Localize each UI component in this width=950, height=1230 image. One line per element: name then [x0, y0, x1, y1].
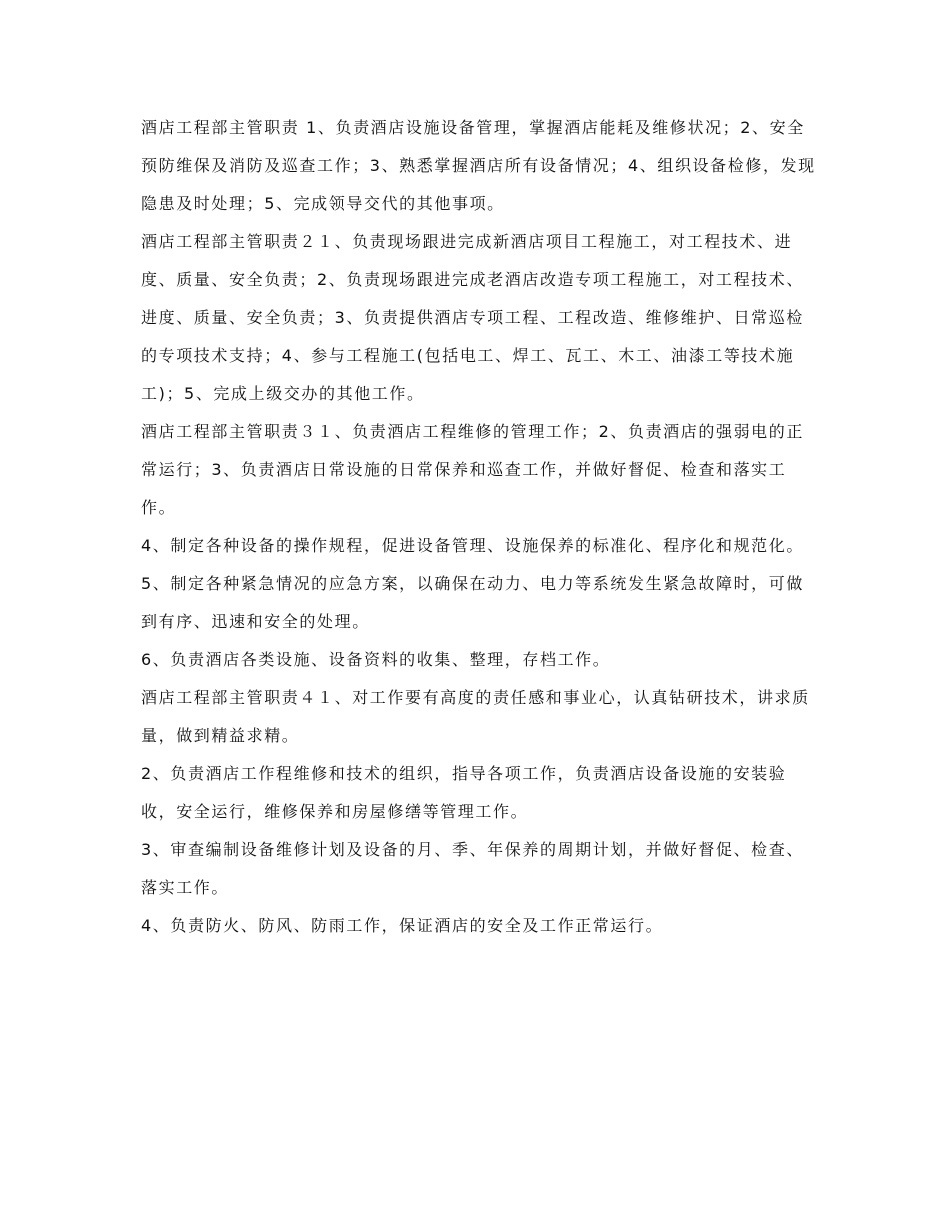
document-body [141, 109, 821, 945]
paragraph-item-3: 3、审查编制设备维修计划及设备的月、季、年保养的周期计划，并做好督促、检查、落实工作。 [141, 840, 804, 897]
paragraph-duties-3: 酒店工程部主管职责３１、负责酒店工程维修的管理工作；2、负责酒店的强弱电的正常运行；3、负责酒店日常设施的日常保养和巡查工作，并做好督促、检查和落实工作。 [141, 422, 804, 517]
paragraph-duties-4: 酒店工程部主管职责４１、对工作要有高度的责任感和事业心，认真钻研技术，讲求质量，做到精益求精。 [141, 688, 810, 745]
paragraph-item-5: 5、制定各种紧急情况的应急方案，以确保在动力、电力等系统发生紧急故障时，可做到有序、迅速和安全的处理。 [141, 574, 804, 631]
paragraph-item-4: 4、制定各种设备的操作规程，促进设备管理、设施保养的标准化、程序化和规范化。 [141, 536, 804, 555]
paragraph-item-4b: 4、负责防火、防风、防雨工作，保证酒店的安全及工作正常运行。 [141, 916, 664, 935]
paragraph-item-2: 2、负责酒店工作程维修和技术的组织，指导各项工作，负责酒店设备设施的安装验收，安全运行，维修保养和房屋修缮等管理工作。 [141, 764, 787, 821]
paragraph-duties-1: 酒店工程部主管职责 1、负责酒店设施设备管理，掌握酒店能耗及维修状况；2、安全预防维保及消防及巡查工作；3、熟悉掌握酒店所有设备情况；4、组织设备检修，发现隐患及时处理；5、完成领导交代的其他事项。 [141, 118, 816, 213]
paragraph-duties-2: 酒店工程部主管职责２１、负责现场跟进完成新酒店项目工程施工，对工程技术、进度、质量、安全负责；2、负责现场跟进完成老酒店改造专项工程施工，对工程技术、进度、质量、安全负责；3、负责提供酒店专项工程、工程改造、维修维护、日常巡检的专项技术支持；4、参与工程施工(包括电工、焊工、瓦工、木工、油漆工等技术施工)；5、完成上级交办的其他工作。 [141, 232, 804, 403]
paragraph-item-6: 6、负责酒店各类设施、设备资料的收集、整理，存档工作。 [141, 650, 611, 669]
